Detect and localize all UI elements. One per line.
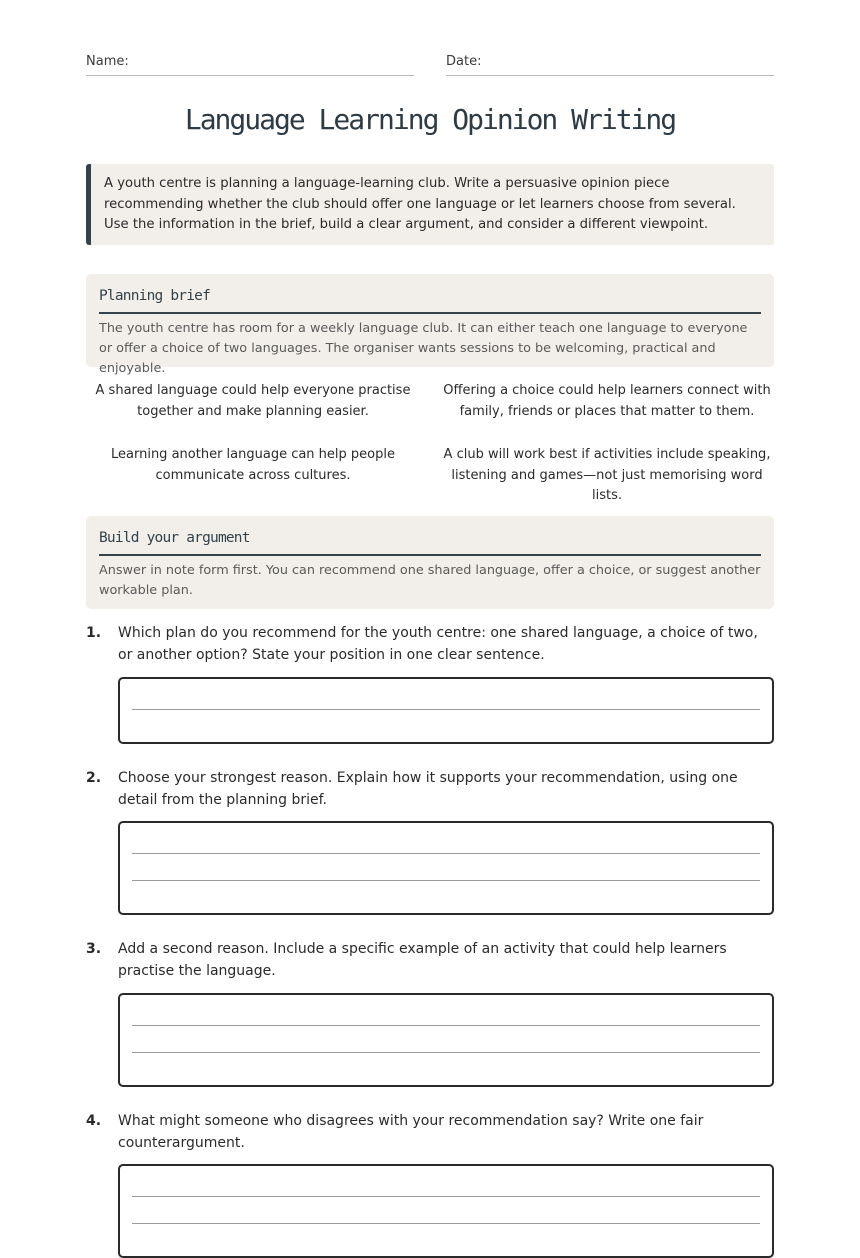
writing-line (132, 709, 760, 710)
answer-box[interactable] (118, 993, 774, 1087)
fact-grid (86, 380, 774, 503)
date-field[interactable] (446, 52, 774, 76)
writing-line (132, 853, 760, 854)
question-number: 1. (86, 625, 102, 641)
fact-item: Learning another language can help people communicate across cultures. (111, 447, 395, 483)
question-text: Which plan do you recommend for the youth centre: one shared language, a choice of two, or another option? State your position in one clear sentence. (118, 625, 758, 663)
answer-box[interactable] (118, 677, 774, 744)
build-argument-panel (86, 516, 774, 609)
question-text: What might someone who disagrees with your recommendation say? Write one fair counterargument. (118, 1113, 704, 1151)
build-argument-text: Answer in note form first. You can recommend one shared language, offer a choice, or suggest another workable plan. (99, 563, 761, 598)
date-label: Date: (446, 54, 482, 69)
task-instructions: A youth centre is planning a language-learning club. Write a persuasive opinion piece recommending whether the club should offer one language or let learners choose from several. Use the information in the brief, build a clear argument, and consider a different viewpoint. (86, 164, 774, 245)
writing-line (132, 1025, 760, 1026)
question-number: 3. (86, 941, 102, 957)
planning-brief-text: The youth centre has room for a weekly language club. It can either teach one language to everyone or offer a choice of two languages. The organiser wants sessions to be welcoming, practical and enjoyable. (99, 321, 748, 376)
build-argument-heading: Build your argument (99, 516, 761, 556)
answer-box[interactable] (118, 1164, 774, 1258)
planning-brief-panel (86, 274, 774, 376)
writing-line (132, 1052, 760, 1053)
question-number: 2. (86, 770, 102, 786)
answer-box[interactable] (118, 821, 774, 915)
question-number: 4. (86, 1113, 102, 1129)
fact-item: A club will work best if activities include speaking, listening and games—not just memorising word lists. (443, 447, 771, 503)
writing-line (132, 1223, 760, 1224)
name-date-row (86, 52, 774, 76)
fact-item: A shared language could help everyone practise together and make planning easier. (95, 383, 411, 419)
planning-brief-heading: Planning brief (99, 274, 761, 314)
writing-line (132, 880, 760, 881)
question-text: Add a second reason. Include a specific example of an activity that could help learners practise the language. (118, 941, 727, 979)
question-text: Choose your strongest reason. Explain how it supports your recommendation, using one detail from the planning brief. (118, 770, 738, 808)
name-label: Name: (86, 54, 129, 69)
fact-item: Offering a choice could help learners connect with family, friends or places that matter to them. (443, 383, 771, 419)
writing-line (132, 1196, 760, 1197)
name-field[interactable] (86, 52, 414, 76)
page-title: Language Learning Opinion Writing (184, 103, 676, 136)
